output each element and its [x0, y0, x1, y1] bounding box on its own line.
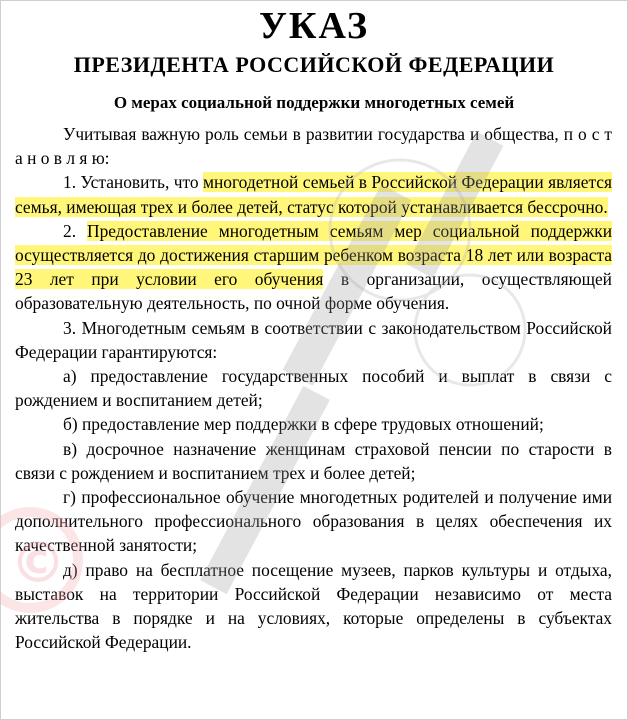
clause-1: [15, 170, 612, 218]
watermark-seal-symbol: ©: [10, 531, 66, 596]
preamble: Учитывая важную роль семьи в развитии государства и общества, п о с т а н о в л я ю:: [15, 124, 612, 169]
document-subtitle: ПРЕЗИДЕНТА РОССИЙСКОЙ ФЕДЕРАЦИИ: [73, 52, 555, 77]
clause-1-prefix: 1. Установить, что: [63, 172, 203, 193]
document-body: [15, 122, 612, 654]
document-subject: О мерах социальной поддержки многодетных семей: [113, 93, 515, 112]
clause-2-rest: в организации, осуществляющей образовательную деятельность, по очной форме обучения.: [15, 269, 612, 314]
clause-3-item-d: г) профессиональное обучение многодетных родителей и получение ими дополнительного профессионального образования в целях обеспечения их качественной занятости;: [15, 487, 612, 556]
clause-3-item-e: д) право на бесплатное посещение музеев, парков культуры и отдыха, выставок на территории Российской Федерации независимо от места жительства в порядке и на условиях, которые определены в субъектах Российской Федерации.: [15, 559, 612, 653]
clause-3-item-a: а) предоставление государственных пособий и выплат в связи с рождением и воспитанием детей;: [15, 366, 612, 411]
clause-3: 3. Многодетным семьям в соответствии с законодательством Российской Федерации гарантируются:: [15, 317, 612, 362]
clause-1-highlight: многодетной семьей в Российской Федерации является семья, имеющая трех и более детей, статус которой устанавливается бессрочно.: [15, 172, 612, 217]
clause-2-highlight: Предоставление многодетным семьям мер социальной поддержки осуществляется до достижения старшим ребенком возраста 18 лет или возраста 23 лет при условии его обучения: [15, 220, 612, 290]
document-title: УКАЗ: [259, 5, 369, 47]
clause-2: [15, 219, 612, 316]
clause-3-item-c: в) досрочное назначение женщинам страховой пенсии по старости в связи с рождением и воспитанием трех и более детей;: [15, 438, 612, 483]
clause-2-prefix: 2.: [63, 220, 88, 241]
clause-3-item-b: б) предоставление мер поддержки в сфере трудовых отношений;: [63, 414, 544, 435]
